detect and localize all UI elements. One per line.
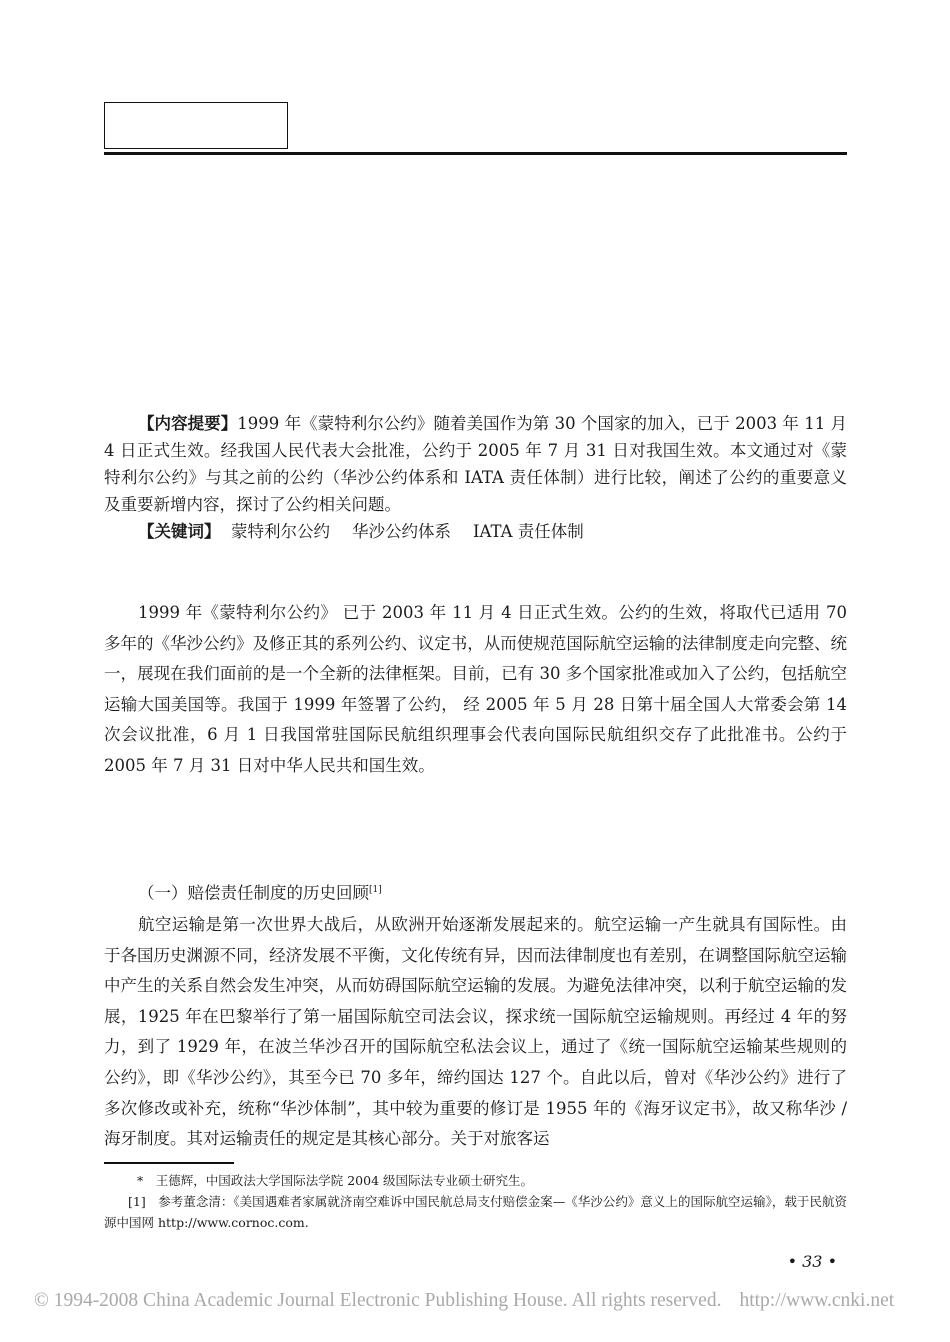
abstract-label: 【内容提要】 bbox=[138, 414, 238, 433]
copyright-footer bbox=[34, 1290, 904, 1312]
section-heading bbox=[138, 878, 382, 906]
header-title-box bbox=[104, 102, 288, 149]
section-paragraph: 航空运输是第一次世界大战后，从欧洲开始逐渐发展起来的。航空运输一产生就具有国际性。由于各国历史渊源不同，经济发展不平衡，文化传统有异，因而法律制度也有差别，在调整国际航空运输中产生的关系自然会发生冲突，从而妨碍国际航空运输的发展。为避免法律冲突，以利于航空运输的发展，1925 年在巴黎举行了第一届国际航空司法会议，探求统一国际航空运输规则。再经过 4 年的努力，到了 1929 年，在波兰华沙召开的国际航空私法会议上，通过了《统一国际航空运输某些规则的公约》，即《华沙公约》，其至今已 70 多年，缔约国达 127 个。自此以后，曾对《华沙公约》进行了多次修改或补充，统称“华沙体制”，其中较为重要的修订是 1955 年的《海牙议定书》，故又称华沙 / 海牙制度。其对运输责任的规定是其核心部分。关于对旅客运 bbox=[104, 915, 847, 1149]
abstract-paragraph bbox=[104, 410, 847, 518]
page-number: • 33 • bbox=[787, 1252, 837, 1271]
footnote-ref-1: [1] 参考董念清：《美国遇难者家属就济南空难诉中国民航总局支付赔偿金案—《华沙公约》意义上的国际航空运输》，载于民航资源中国网 http://www.cornoc.com. bbox=[104, 1194, 847, 1230]
section-body bbox=[104, 910, 847, 1155]
intro-paragraph: 1999 年《蒙特利尔公约》 已于 2003 年 11 月 4 日正式生效。公约的生效，将取代已适用 70 多年的《华沙公约》及修正其的系列公约、议定书，从而使规范国际航空运输的法律制度走向完整、统一，展现在我们面前的是一个全新的法律框架。目前，已有 30 多个国家批准或加入了公约，包括航空运输大国美国等。我国于 1999 年签署了公约， 经 2005 年 5 月 28 日第十届全国人大常委会第 14 次会议批准，6 月 1 日我国常驻国际民航组织理事会代表向国际民航组织交存了此批准书。公约于 2005 年 7 月 31 日对中华人民共和国生效。 bbox=[104, 603, 847, 775]
keyword: 蒙特利尔公约 bbox=[231, 522, 330, 541]
copyright-text: © 1994-2008 China Academic Journal Electronic Publishing House. All rights reserved. bbox=[34, 1290, 722, 1311]
section-heading-ref: [1] bbox=[369, 885, 382, 895]
footnote-author: * 王德辉，中国政法大学国际法学院 2004 级国际法专业硕士研究生。 bbox=[137, 1173, 534, 1188]
abstract-section bbox=[104, 410, 847, 545]
keywords-label: 【关键词】 bbox=[138, 522, 221, 541]
keywords-row bbox=[104, 518, 847, 545]
keyword: 华沙公约体系 bbox=[352, 522, 451, 541]
keyword: IATA 责任体制 bbox=[473, 522, 584, 541]
footnote-rule bbox=[104, 1162, 234, 1164]
header-rule bbox=[104, 152, 847, 155]
copyright-url[interactable]: http://www.cnki.net bbox=[739, 1290, 895, 1311]
intro-section bbox=[104, 598, 847, 781]
abstract-text: 1999 年《蒙特利尔公约》随着美国作为第 30 个国家的加入，已于 2003 年 11 月 4 日正式生效。经我国人民代表大会批准，公约于 2005 年 7 月 31 日对我国生效。本文通过对《蒙特利尔公约》与其之前的公约（华沙公约体系和 IATA 责任体制）进行比较，阐述了公约的重要意义及重要新增内容，探讨了公约相关问题。 bbox=[104, 414, 847, 514]
section-heading-text: （一）赔偿责任制度的历史回顾 bbox=[138, 883, 369, 903]
footnotes bbox=[104, 1170, 847, 1233]
